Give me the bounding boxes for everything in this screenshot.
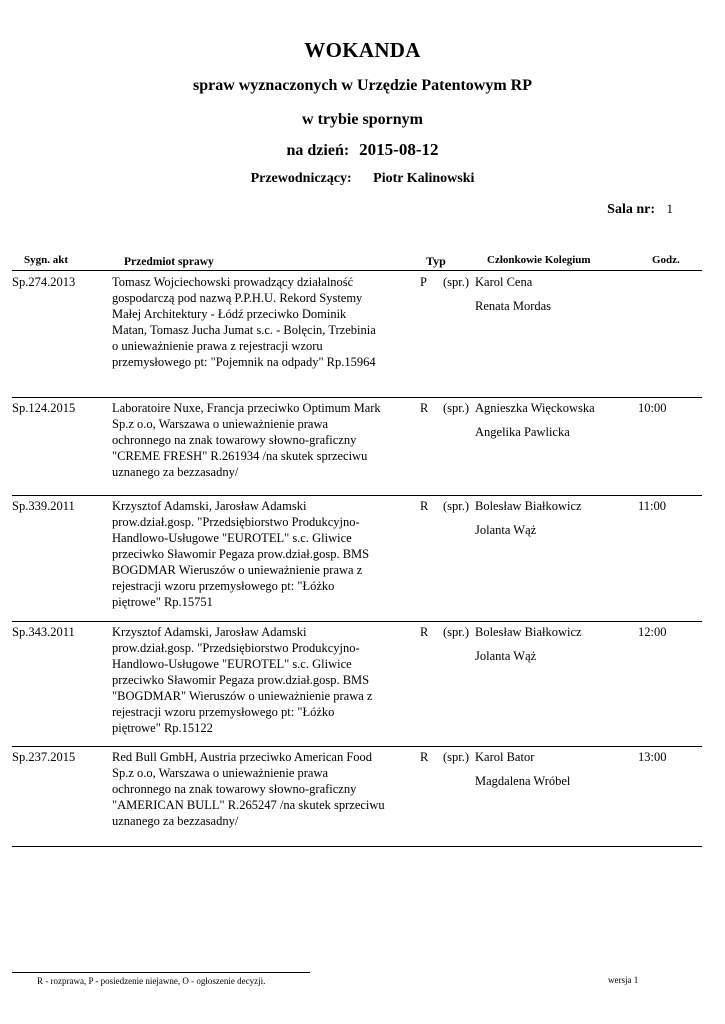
member-primary: Bolesław Białkowicz — [475, 499, 582, 513]
member-primary: Agnieszka Więckowska — [475, 401, 595, 415]
member-primary: Karol Bator — [475, 750, 535, 764]
chair-line — [0, 171, 725, 187]
page-title: WOKANDA — [304, 38, 421, 62]
case-type: R — [420, 401, 429, 415]
case-subject-line: Handlowo-Usługowe "EUROTEL" s.c. Gliwice — [112, 657, 352, 671]
date-line — [0, 140, 725, 160]
rapporteur-marker: (spr.) — [443, 750, 470, 764]
case-subject-line: Krzysztof Adamski, Jarosław Adamski — [112, 499, 307, 513]
rapporteur-marker: (spr.) — [443, 625, 470, 639]
footer-divider — [12, 972, 310, 973]
case-subject-line: uznanego za bezzasadny/ — [112, 465, 239, 479]
rapporteur-marker: (spr.) — [443, 275, 470, 289]
case-subject-line: "AMERICAN BULL" R.265247 /na skutek sprzeciwu — [112, 798, 385, 812]
room-number: 1 — [666, 201, 673, 216]
case-subject-line: Sp.z o.o, Warszawa o unieważnienie prawa — [112, 766, 329, 780]
case-time: 12:00 — [638, 625, 667, 639]
case-type: R — [420, 499, 429, 513]
case-subject — [112, 624, 412, 736]
case-subject-line: "BOGDMAR" Wieruszów o unieważnienie prawa z — [112, 689, 373, 703]
case-subject-line: ochronnego na znak towarowy słowno-graficzny — [112, 782, 357, 796]
room-label: Sala nr: — [607, 202, 655, 217]
case-signature: Sp.343.2011 — [12, 625, 75, 639]
case-subject-line: prow.dział.gosp. "Przedsiębiorstwo Produkcyjno- — [112, 641, 360, 655]
case-signature: Sp.237.2015 — [12, 750, 76, 764]
case-subject-line: uznanego za bezzasadny/ — [112, 814, 239, 828]
rapporteur-marker: (spr.) — [443, 401, 470, 415]
row-divider — [12, 621, 702, 622]
column-header-sygn: Sygn. akt — [24, 254, 69, 266]
case-subject-line: "CREME FRESH" R.261934 /na skutek sprzeciwu — [112, 449, 368, 463]
member-secondary: Renata Mordas — [475, 299, 552, 313]
case-subject-line: przemysłowego pt: "Pojemnik na odpady" Rp.15964 — [112, 355, 376, 369]
case-signature: Sp.124.2015 — [12, 401, 76, 415]
case-subject-line: piętrowe" Rp.15122 — [112, 721, 213, 735]
member-primary: Bolesław Białkowicz — [475, 625, 582, 639]
case-subject-line: BOGDMAR Wieruszów o unieważnienie prawa z — [112, 563, 363, 577]
case-type: P — [420, 275, 427, 289]
footer-legend: R - rozprawa, P - posiedzenie niejawne, O - ogłoszenie decyzji. — [37, 976, 266, 986]
page-subtitle: spraw wyznaczonych w Urzędzie Patentowym RP — [192, 77, 533, 94]
case-subject-line: gospodarczą pod nazwą P.P.H.U. Rekord Systemy — [112, 291, 363, 305]
member-secondary: Magdalena Wróbel — [475, 774, 571, 788]
case-time: 13:00 — [638, 750, 667, 764]
member-secondary: Jolanta Wąż — [475, 649, 537, 663]
case-subject-line: ochronnego na znak towarowy słowno-graficzny — [112, 433, 357, 447]
case-subject-line: rejestracji wzoru przemysłowego pt: "Łóżko — [112, 705, 335, 719]
case-subject-line: Małej Architektury - Łódź przeciwko Dominik — [112, 307, 347, 321]
column-header-type: Typ — [426, 254, 446, 268]
member-secondary: Angelika Pawlicka — [475, 425, 570, 439]
date-value: 2015-08-12 — [359, 140, 439, 159]
case-subject-line: Matan, Tomasz Jucha Jumat s.c. - Bolęcin, Trzebinia — [112, 323, 376, 337]
case-subject — [112, 749, 412, 829]
case-subject-line: o unieważnienie prawa z rejestracji wzoru — [112, 339, 323, 353]
case-subject-line: Laboratoire Nuxe, Francja przeciwko Optimum Mark — [112, 401, 381, 415]
room-line — [607, 201, 673, 218]
case-subject-line: Tomasz Wojciechowski prowadzący działalność — [112, 275, 354, 289]
case-subject-line: rejestracji wzoru przemysłowego pt: "Łóżko — [112, 579, 335, 593]
header-divider — [12, 270, 702, 271]
date-label: na dzień: — [286, 142, 350, 159]
case-time: 11:00 — [638, 499, 667, 513]
member-secondary: Jolanta Wąż — [475, 523, 537, 537]
case-signature: Sp.274.2013 — [12, 275, 76, 289]
case-signature: Sp.339.2011 — [12, 499, 75, 513]
row-divider — [12, 746, 702, 747]
case-subject — [112, 498, 412, 610]
case-subject-line: przeciwko Sławomir Pegaza prow.dział.gosp. BMS — [112, 547, 370, 561]
footer-version: wersja 1 — [608, 975, 639, 985]
rapporteur-marker: (spr.) — [443, 499, 470, 513]
case-subject-line: przeciwko Sławomir Pegaza prow.dział.gosp. BMS — [112, 673, 370, 687]
case-subject-line: Handlowo-Usługowe "EUROTEL" s.c. Gliwice — [112, 531, 352, 545]
case-subject — [112, 400, 412, 480]
column-header-subject: Przedmiot sprawy — [124, 256, 214, 268]
chair-name: Piotr Kalinowski — [373, 171, 475, 186]
member-primary: Karol Cena — [475, 275, 533, 289]
chair-label: Przewodniczący: — [250, 171, 352, 186]
case-type: R — [420, 750, 429, 764]
case-type: R — [420, 625, 429, 639]
row-divider — [12, 397, 702, 398]
row-divider — [12, 495, 702, 496]
case-subject-line: Red Bull GmbH, Austria przeciwko American Food — [112, 750, 373, 764]
case-subject-line: Sp.z o.o, Warszawa o unieważnienie prawa — [112, 417, 329, 431]
column-header-time: Godz. — [652, 254, 680, 266]
case-subject-line: Krzysztof Adamski, Jarosław Adamski — [112, 625, 307, 639]
case-subject-line: prow.dział.gosp. "Przedsiębiorstwo Produkcyjno- — [112, 515, 360, 529]
column-header-members: Członkowie Kolegium — [487, 254, 591, 266]
page-mode: w trybie spornym — [302, 111, 423, 128]
case-subject — [112, 274, 412, 370]
row-divider — [12, 846, 702, 847]
case-time: 10:00 — [638, 401, 667, 415]
case-subject-line: piętrowe" Rp.15751 — [112, 595, 213, 609]
